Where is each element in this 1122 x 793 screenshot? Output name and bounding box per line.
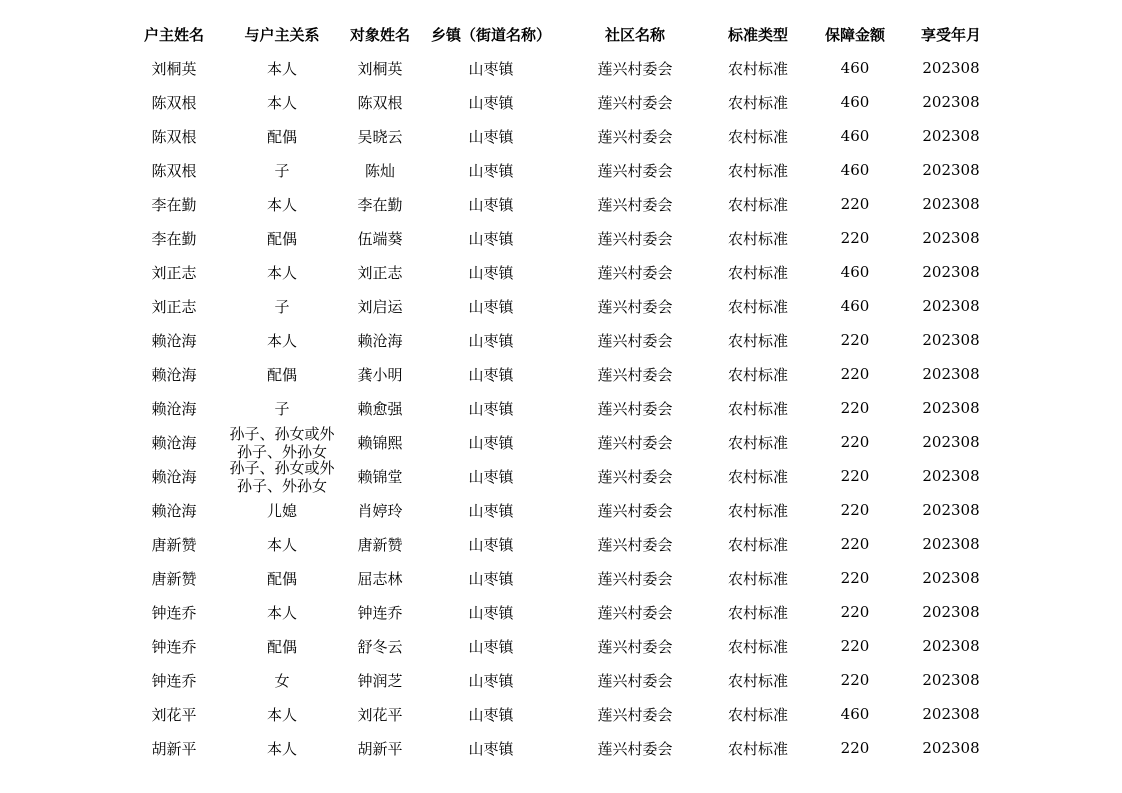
amount-cell: 220 <box>840 365 870 383</box>
township-cell: 山枣镇 <box>468 603 514 622</box>
amount-cell: 220 <box>840 399 870 417</box>
month-cell: 202308 <box>922 671 980 689</box>
community-cell: 莲兴村委会 <box>597 739 673 758</box>
community-cell: 莲兴村委会 <box>597 705 673 724</box>
relationship-cell <box>223 527 341 561</box>
householder-name-cell: 刘正志 <box>151 297 197 316</box>
relationship-cell <box>223 153 341 187</box>
standard-type-cell: 农村标准 <box>727 59 788 78</box>
relationship-text: 配偶 <box>266 569 297 588</box>
recipient-name-cell: 胡新平 <box>357 739 403 758</box>
relationship-cell <box>223 561 341 595</box>
standard-type-cell: 农村标准 <box>727 263 788 282</box>
relationship-text: 本人 <box>266 263 297 282</box>
table-row <box>125 663 1001 697</box>
relationship-cell <box>223 629 341 663</box>
month-cell: 202308 <box>922 637 980 655</box>
table-row <box>125 493 1001 527</box>
table-row <box>125 357 1001 391</box>
header-community: 社区名称 <box>604 25 665 44</box>
month-cell: 202308 <box>922 195 980 213</box>
householder-name-cell: 李在勤 <box>151 229 197 248</box>
recipient-name-cell: 赖沧海 <box>357 331 403 350</box>
amount-cell: 220 <box>840 433 870 451</box>
householder-name-cell: 钟连乔 <box>151 637 197 656</box>
recipient-name-cell: 刘桐英 <box>357 59 403 78</box>
month-cell: 202308 <box>922 263 980 281</box>
community-cell: 莲兴村委会 <box>597 603 673 622</box>
relationship-text: 本人 <box>266 93 297 112</box>
householder-name-cell: 唐新赞 <box>151 535 197 554</box>
table-row <box>125 51 1001 85</box>
relationship-text: 子 <box>274 399 290 418</box>
header-standard-type: 标准类型 <box>727 25 788 44</box>
township-cell: 山枣镇 <box>468 399 514 418</box>
recipient-name-cell: 钟连乔 <box>357 603 403 622</box>
relationship-cell <box>223 221 341 255</box>
householder-name-cell: 唐新赞 <box>151 569 197 588</box>
recipient-name-cell: 肖婷玲 <box>357 501 403 520</box>
relationship-cell <box>223 51 341 85</box>
community-cell: 莲兴村委会 <box>597 535 673 554</box>
month-cell: 202308 <box>922 59 980 77</box>
month-cell: 202308 <box>922 297 980 315</box>
township-cell: 山枣镇 <box>468 501 514 520</box>
table-row <box>125 561 1001 595</box>
standard-type-cell: 农村标准 <box>727 93 788 112</box>
standard-type-cell: 农村标准 <box>727 365 788 384</box>
relationship-text: 本人 <box>266 59 297 78</box>
month-cell: 202308 <box>922 365 980 383</box>
recipient-name-cell: 唐新赞 <box>357 535 403 554</box>
table-row <box>125 731 1001 765</box>
community-cell: 莲兴村委会 <box>597 433 673 452</box>
relationship-text: 配偶 <box>266 365 297 384</box>
amount-cell: 220 <box>840 229 870 247</box>
recipient-name-cell: 刘正志 <box>357 263 403 282</box>
relationship-text: 本人 <box>266 739 297 758</box>
month-cell: 202308 <box>922 433 980 451</box>
householder-name-cell: 陈双根 <box>151 93 197 112</box>
month-cell: 202308 <box>922 93 980 111</box>
householder-name-cell: 赖沧海 <box>151 331 197 350</box>
township-cell: 山枣镇 <box>468 365 514 384</box>
householder-name-cell: 赖沧海 <box>151 399 197 418</box>
header-month: 享受年月 <box>920 25 981 44</box>
standard-type-cell: 农村标准 <box>727 501 788 520</box>
township-cell: 山枣镇 <box>468 93 514 112</box>
standard-type-cell: 农村标准 <box>727 161 788 180</box>
month-cell: 202308 <box>922 535 980 553</box>
householder-name-cell: 赖沧海 <box>151 467 197 486</box>
township-cell: 山枣镇 <box>468 59 514 78</box>
relationship-text: 配偶 <box>266 229 297 248</box>
relationship-cell <box>223 459 341 493</box>
table-row <box>125 323 1001 357</box>
relationship-text: 配偶 <box>266 127 297 146</box>
standard-type-cell: 农村标准 <box>727 331 788 350</box>
amount-cell: 220 <box>840 501 870 519</box>
township-cell: 山枣镇 <box>468 467 514 486</box>
community-cell: 莲兴村委会 <box>597 501 673 520</box>
relationship-cell <box>223 323 341 357</box>
table-row <box>125 595 1001 629</box>
amount-cell: 220 <box>840 637 870 655</box>
amount-cell: 460 <box>840 93 870 111</box>
table-body <box>125 51 1001 765</box>
month-cell: 202308 <box>922 739 980 757</box>
community-cell: 莲兴村委会 <box>597 331 673 350</box>
relationship-text: 本人 <box>266 603 297 622</box>
community-cell: 莲兴村委会 <box>597 637 673 656</box>
amount-cell: 220 <box>840 671 870 689</box>
standard-type-cell: 农村标准 <box>727 127 788 146</box>
community-cell: 莲兴村委会 <box>597 569 673 588</box>
community-cell: 莲兴村委会 <box>597 161 673 180</box>
householder-name-cell: 刘桐英 <box>151 59 197 78</box>
month-cell: 202308 <box>922 467 980 485</box>
community-cell: 莲兴村委会 <box>597 399 673 418</box>
householder-name-cell: 陈双根 <box>151 161 197 180</box>
amount-cell: 460 <box>840 263 870 281</box>
amount-cell: 220 <box>840 603 870 621</box>
amount-cell: 220 <box>840 569 870 587</box>
householder-name-cell: 李在勤 <box>151 195 197 214</box>
community-cell: 莲兴村委会 <box>597 467 673 486</box>
amount-cell: 220 <box>840 739 870 757</box>
amount-cell: 460 <box>840 161 870 179</box>
township-cell: 山枣镇 <box>468 739 514 758</box>
month-cell: 202308 <box>922 229 980 247</box>
assistance-roster-table <box>125 17 1001 765</box>
relationship-text: 本人 <box>266 705 297 724</box>
month-cell: 202308 <box>922 161 980 179</box>
standard-type-cell: 农村标准 <box>727 433 788 452</box>
community-cell: 莲兴村委会 <box>597 93 673 112</box>
township-cell: 山枣镇 <box>468 535 514 554</box>
community-cell: 莲兴村委会 <box>597 195 673 214</box>
community-cell: 莲兴村委会 <box>597 127 673 146</box>
relationship-cell <box>223 493 341 527</box>
standard-type-cell: 农村标准 <box>727 535 788 554</box>
community-cell: 莲兴村委会 <box>597 59 673 78</box>
header-amount: 保障金额 <box>824 25 885 44</box>
amount-cell: 460 <box>840 297 870 315</box>
table-row <box>125 255 1001 289</box>
township-cell: 山枣镇 <box>468 195 514 214</box>
recipient-name-cell: 刘启运 <box>357 297 403 316</box>
recipient-name-cell: 伍端葵 <box>357 229 403 248</box>
community-cell: 莲兴村委会 <box>597 229 673 248</box>
community-cell: 莲兴村委会 <box>597 365 673 384</box>
table-row <box>125 153 1001 187</box>
township-cell: 山枣镇 <box>468 433 514 452</box>
table-row <box>125 85 1001 119</box>
relationship-text: 孙子、孙女或外孙子、外孙女 <box>229 459 335 493</box>
relationship-text: 配偶 <box>266 637 297 656</box>
standard-type-cell: 农村标准 <box>727 195 788 214</box>
relationship-cell <box>223 425 341 459</box>
standard-type-cell: 农村标准 <box>727 569 788 588</box>
table-row <box>125 425 1001 459</box>
relationship-cell <box>223 697 341 731</box>
table-row <box>125 289 1001 323</box>
table-row <box>125 221 1001 255</box>
table-row <box>125 119 1001 153</box>
table-row <box>125 459 1001 493</box>
month-cell: 202308 <box>922 705 980 723</box>
relationship-text: 本人 <box>266 195 297 214</box>
relationship-text: 子 <box>274 161 290 180</box>
relationship-cell <box>223 187 341 221</box>
township-cell: 山枣镇 <box>468 127 514 146</box>
standard-type-cell: 农村标准 <box>727 603 788 622</box>
householder-name-cell: 赖沧海 <box>151 501 197 520</box>
recipient-name-cell: 舒冬云 <box>357 637 403 656</box>
recipient-name-cell: 吴晓云 <box>357 127 403 146</box>
relationship-cell <box>223 731 341 765</box>
standard-type-cell: 农村标准 <box>727 467 788 486</box>
relationship-cell <box>223 595 341 629</box>
householder-name-cell: 钟连乔 <box>151 603 197 622</box>
recipient-name-cell: 陈双根 <box>357 93 403 112</box>
table-row <box>125 629 1001 663</box>
month-cell: 202308 <box>922 501 980 519</box>
township-cell: 山枣镇 <box>468 671 514 690</box>
header-recipient-name: 对象姓名 <box>349 25 410 44</box>
recipient-name-cell: 李在勤 <box>357 195 403 214</box>
relationship-cell <box>223 391 341 425</box>
householder-name-cell: 刘花平 <box>151 705 197 724</box>
month-cell: 202308 <box>922 569 980 587</box>
amount-cell: 220 <box>840 195 870 213</box>
householder-name-cell: 陈双根 <box>151 127 197 146</box>
table-row <box>125 187 1001 221</box>
community-cell: 莲兴村委会 <box>597 297 673 316</box>
amount-cell: 220 <box>840 331 870 349</box>
householder-name-cell: 胡新平 <box>151 739 197 758</box>
standard-type-cell: 农村标准 <box>727 705 788 724</box>
relationship-cell <box>223 289 341 323</box>
township-cell: 山枣镇 <box>468 161 514 180</box>
amount-cell: 220 <box>840 467 870 485</box>
relationship-text: 本人 <box>266 331 297 350</box>
amount-cell: 220 <box>840 535 870 553</box>
householder-name-cell: 钟连乔 <box>151 671 197 690</box>
header-householder-name: 户主姓名 <box>143 25 204 44</box>
recipient-name-cell: 钟润芝 <box>357 671 403 690</box>
relationship-text: 儿媳 <box>266 501 297 520</box>
month-cell: 202308 <box>922 603 980 621</box>
relationship-text: 孙子、孙女或外孙子、外孙女 <box>229 425 335 459</box>
recipient-name-cell: 赖愈强 <box>357 399 403 418</box>
householder-name-cell: 赖沧海 <box>151 433 197 452</box>
relationship-cell <box>223 357 341 391</box>
standard-type-cell: 农村标准 <box>727 399 788 418</box>
relationship-cell <box>223 85 341 119</box>
township-cell: 山枣镇 <box>468 263 514 282</box>
standard-type-cell: 农村标准 <box>727 739 788 758</box>
recipient-name-cell: 龚小明 <box>357 365 403 384</box>
relationship-cell <box>223 255 341 289</box>
standard-type-cell: 农村标准 <box>727 671 788 690</box>
recipient-name-cell: 赖锦堂 <box>357 467 403 486</box>
standard-type-cell: 农村标准 <box>727 637 788 656</box>
relationship-text: 子 <box>274 297 290 316</box>
township-cell: 山枣镇 <box>468 637 514 656</box>
amount-cell: 460 <box>840 59 870 77</box>
header-township: 乡镇（街道名称） <box>430 25 551 44</box>
amount-cell: 460 <box>840 705 870 723</box>
householder-name-cell: 刘正志 <box>151 263 197 282</box>
standard-type-cell: 农村标准 <box>727 297 788 316</box>
relationship-cell <box>223 119 341 153</box>
township-cell: 山枣镇 <box>468 331 514 350</box>
table-row <box>125 527 1001 561</box>
township-cell: 山枣镇 <box>468 297 514 316</box>
recipient-name-cell: 屈志林 <box>357 569 403 588</box>
month-cell: 202308 <box>922 399 980 417</box>
recipient-name-cell: 刘花平 <box>357 705 403 724</box>
recipient-name-cell: 赖锦熙 <box>357 433 403 452</box>
month-cell: 202308 <box>922 331 980 349</box>
township-cell: 山枣镇 <box>468 569 514 588</box>
relationship-text: 女 <box>274 671 290 690</box>
header-relationship: 与户主关系 <box>244 25 320 44</box>
amount-cell: 460 <box>840 127 870 145</box>
householder-name-cell: 赖沧海 <box>151 365 197 384</box>
township-cell: 山枣镇 <box>468 229 514 248</box>
recipient-name-cell: 陈灿 <box>364 161 395 180</box>
relationship-text: 本人 <box>266 535 297 554</box>
relationship-cell <box>223 663 341 697</box>
township-cell: 山枣镇 <box>468 705 514 724</box>
table-row <box>125 391 1001 425</box>
table-header-row <box>125 17 1001 51</box>
table-row <box>125 697 1001 731</box>
standard-type-cell: 农村标准 <box>727 229 788 248</box>
community-cell: 莲兴村委会 <box>597 671 673 690</box>
month-cell: 202308 <box>922 127 980 145</box>
community-cell: 莲兴村委会 <box>597 263 673 282</box>
